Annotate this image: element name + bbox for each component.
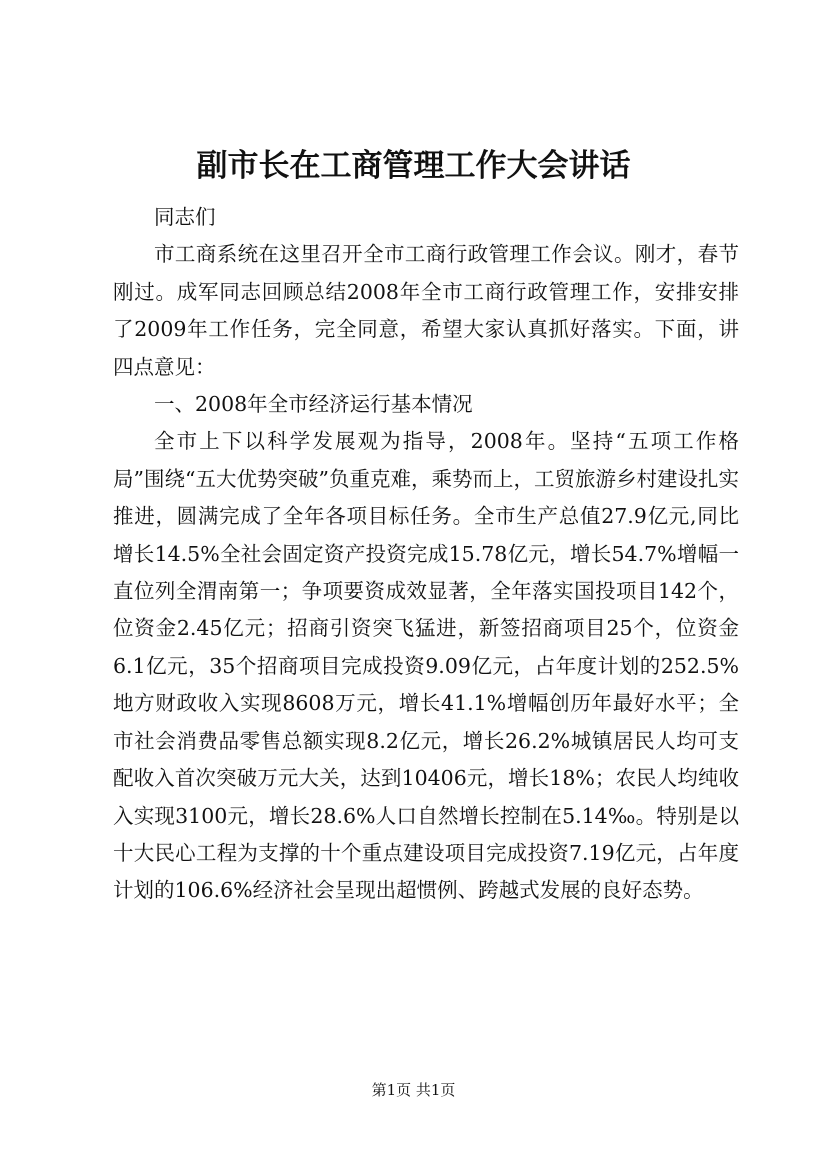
page-footer: 第1页 共1页 <box>371 1081 456 1099</box>
document-body <box>113 199 739 910</box>
document-title: 副市长在工商管理工作大会讲话 <box>196 148 631 184</box>
section-heading: 一、2008年全市经济运行基本情况 <box>154 392 473 417</box>
economy-paragraph: 全市上下以科学发展观为指导，2008年。坚持“五项工作格局”围绕“五大优势突破”负重克难，乘势而上，工贸旅游乡村建设扎实推进，圆满完成了全年各项目标任务。全市生产总值27.9亿元,同比增长14.5%全社会固定资产投资完成15.78亿元，增长54.7%增幅一直位列全渭南第一；争项要资成效显著，全年落实国投项目142个，位资金2.45亿元；招商引资突飞猛进，新签招商项目25个，位资金6.1亿元，35个招商项目完成投资9.09亿元，占年度计划的252.5%地方财政收入实现8608万元，增长41.1%增幅创历年最好水平；全市社会消费品零售总额实现8.2亿元，增长26.2%城镇居民人均可支配收入首次突破万元大关，达到10406元，增长18%；农民人均纯收入实现3100元，增长28.6%人口自然增长控制在5.14‰。特别是以十大民心工程为支撑的十个重点建设项目完成投资7.19亿元，占年度计划的106.6%经济社会呈现出超惯例、跨越式发展的良好态势。 <box>113 429 739 903</box>
intro-paragraph: 市工商系统在这里召开全市工商行政管理工作会议。刚才，春节刚过。成军同志回顾总结2008年全市工商行政管理工作，安排安排了2009年工作任务，完全同意，希望大家认真抓好落实。下面，讲四点意见： <box>113 242 739 379</box>
salutation-paragraph: 同志们 <box>154 205 216 229</box>
